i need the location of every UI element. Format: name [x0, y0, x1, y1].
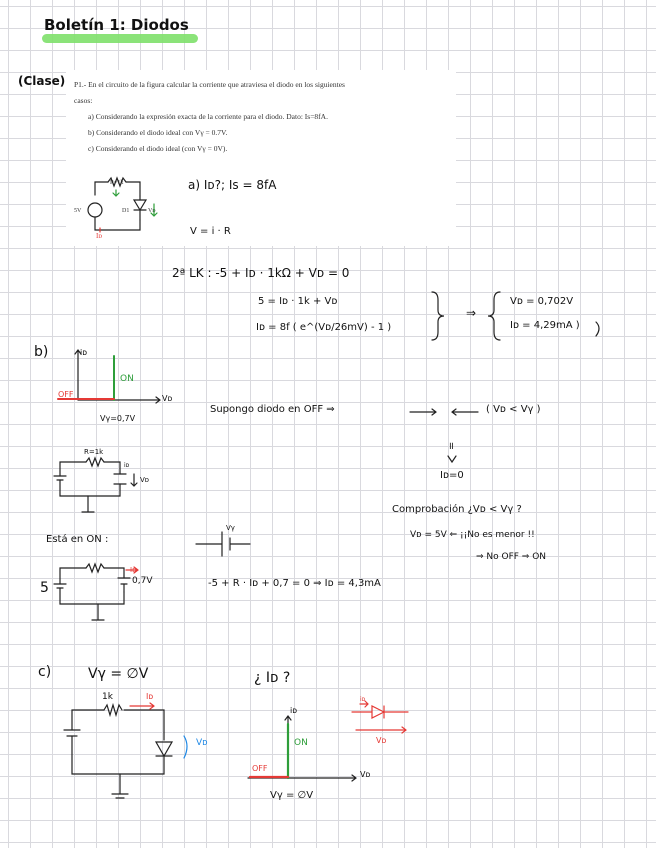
problem-statement-2: casos:: [74, 96, 93, 105]
problem-item-b: b) Considerando el diodo ideal con Vγ = 0.7V.: [88, 128, 228, 137]
part-b-label: b): [34, 344, 49, 360]
part-c-vy-axis: Vγ = ∅V: [270, 790, 314, 801]
part-b-equal-sign: ॥: [448, 441, 454, 452]
problem-item-c: c) Considerando el diodo ideal (con Vγ = 0V).: [88, 144, 228, 153]
part-a-arrow: ⇒: [466, 306, 477, 320]
part-c-axis-vd: Vᴅ: [360, 770, 371, 779]
part-b-id-red: Iᴅ: [130, 566, 137, 574]
part-b-07v: 0,7V: [132, 576, 153, 586]
part-c-vy0: Vγ = ∅V: [88, 666, 149, 682]
part-c-vd-blue: Vᴅ: [196, 738, 208, 748]
part-b-r-label: R=1k: [84, 448, 104, 456]
part-c-r-label: 1k: [102, 692, 113, 702]
part-a-kvl: 2ª LK : -5 + Iᴅ · 1kΩ + Vᴅ = 0: [172, 266, 350, 280]
part-b-axis-id: iᴅ: [80, 348, 88, 357]
part-b-comprobacion: Comprobación ¿Vᴅ < Vγ ?: [392, 504, 522, 515]
part-a-eq2: Iᴅ = 8f ( e^(Vᴅ/26mV) - 1 ): [256, 322, 392, 333]
part-b-esta-on: Está en ON :: [46, 534, 109, 545]
part-c-axis-id: iᴅ: [290, 706, 298, 715]
part-b-vy-symbol: Vγ: [226, 524, 235, 532]
part-a-result-vd: Vᴅ = 0,702V: [510, 296, 574, 307]
part-b-circuit-on: [54, 564, 130, 620]
part-b-no-off: ⇒ No OFF ⇒ ON: [476, 552, 547, 562]
part-c-id-small: iᴅ: [360, 696, 366, 703]
part-b-on: ON: [120, 374, 134, 384]
part-b-equation-on: -5 + R · Iᴅ + 0,7 = 0 ⇒ Iᴅ = 4,3mA: [208, 578, 381, 589]
part-b-off: OFF: [58, 390, 74, 399]
fig-r-label: R=1k: [110, 180, 124, 186]
part-a-result-id: Iᴅ = 4,29mA ): [510, 320, 580, 331]
part-b-id-small: iᴅ: [124, 462, 130, 469]
part-b-vy: Vγ=0,7V: [100, 414, 136, 423]
part-c-off: OFF: [252, 764, 268, 773]
part-b-condition: ( Vᴅ < Vγ ): [486, 404, 541, 415]
part-b-iv-graph: [75, 350, 160, 403]
part-c-question: ¿ Iᴅ ?: [254, 670, 291, 686]
fig-id-label: Iᴅ: [96, 232, 103, 240]
page-title: Boletín 1: Diodos: [44, 16, 189, 34]
part-c-label: c): [38, 664, 52, 680]
part-b-five: 5: [40, 580, 49, 596]
part-c-red-diode: [352, 701, 408, 733]
part-a-eq1: 5 = Iᴅ · 1k + Vᴅ: [258, 296, 338, 307]
part-c-on: ON: [294, 738, 308, 748]
clase-label: (Clase): [18, 74, 66, 88]
part-b-vd-label: Vᴅ: [140, 476, 150, 484]
part-b-vd-5v: Vᴅ = 5V ⇐ ¡¡No es menor !!: [410, 530, 535, 540]
part-c-vd-red: Vᴅ: [376, 736, 387, 745]
part-a-ohm: V = i · R: [190, 226, 231, 237]
part-b-axis-vd: Vᴅ: [162, 394, 173, 403]
part-c-iv-graph: [248, 716, 356, 781]
problem-item-a: a) Considerando la expresión exacta de la corriente para el diodo. Dato: Is=8fA.: [88, 112, 328, 121]
part-b-id-zero: Iᴅ=0: [440, 470, 464, 481]
problem-statement-1: P1.- En el circuito de la figura calcular la corriente que atraviesa el diodo en los siguientes: [74, 80, 345, 89]
part-c-circuit: [64, 705, 172, 798]
part-b-circuit-off: [54, 458, 126, 512]
problem-figure-circuit: [88, 178, 146, 230]
fig-vd-label: Vᴅ: [148, 208, 156, 214]
part-b-supongo: Supongo diodo en OFF ⇒: [210, 404, 335, 415]
fig-source-label: 5V: [74, 208, 82, 214]
part-c-id-red: Iᴅ: [146, 692, 154, 701]
fig-d-label: D1: [122, 208, 130, 214]
part-a-question: a) Iᴅ?; Is = 8fA: [188, 178, 277, 192]
